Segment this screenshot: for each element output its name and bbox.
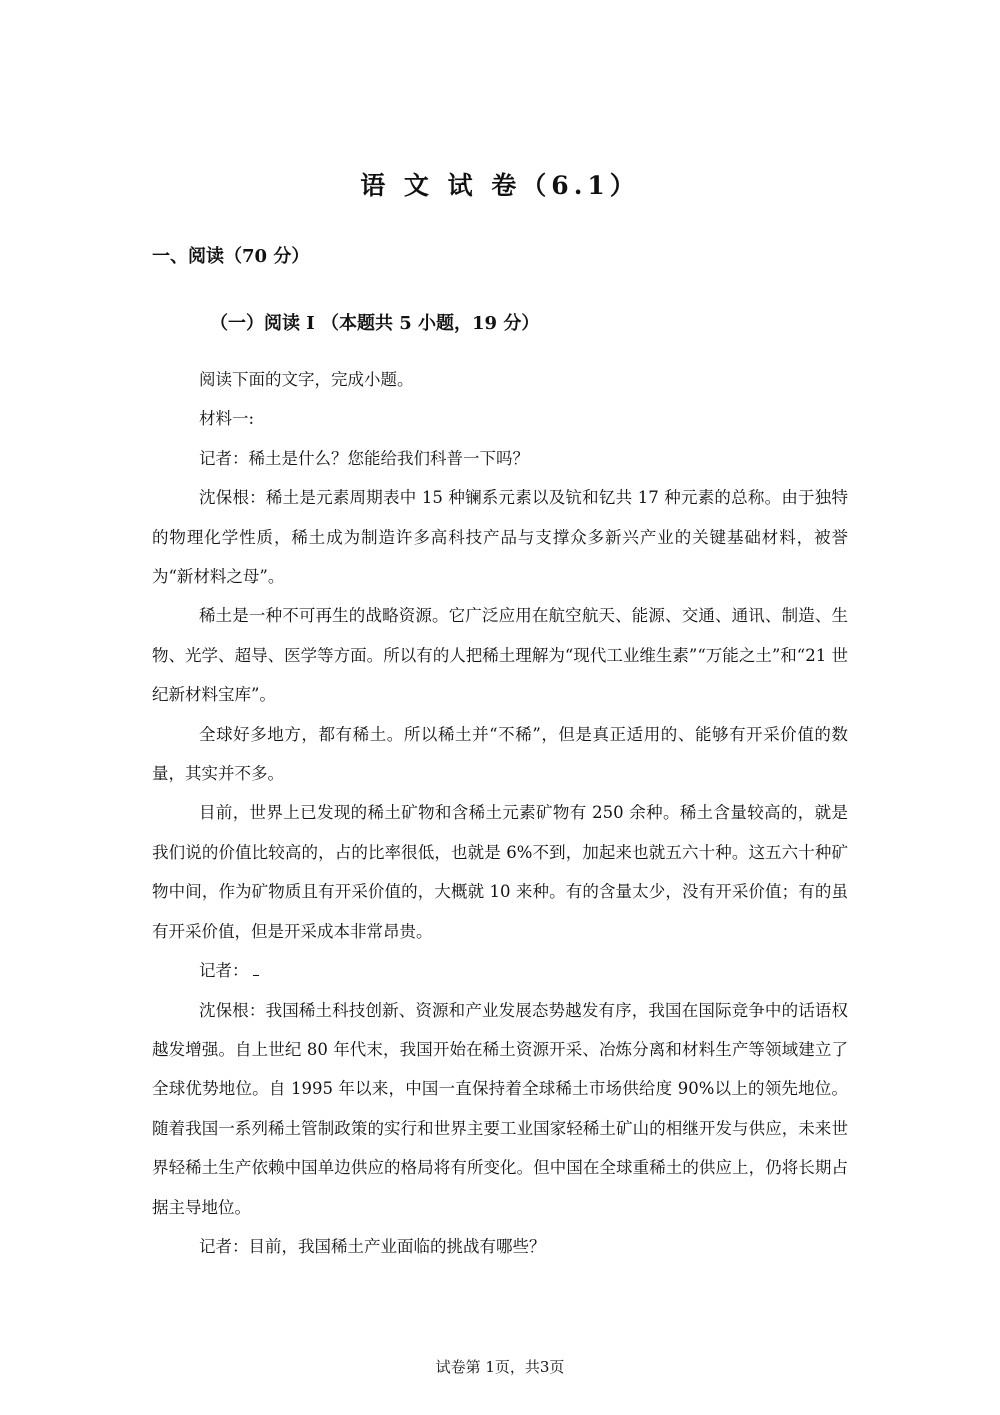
material-label: 材料一: (199, 409, 255, 429)
interview-answer: 沈保根：我国稀土科技创新、资源和产业发展态势越发有序，我国在国际竞争中的话语权越发增强。自上世纪 80 年代末，我国开始在稀土资源开采、冶炼分离和材料生产等领域建立了全球优势地位。自 1995 年以来，中国一直保持着全球稀土市场供给度 90%以上的领先地位。随着我国一系列稀土管制政策的实行和世界主要工业国家轻稀土矿山的相继开发与供应，未来世界轻稀土生产依赖中国单边供应的格局将有所变化。但中国在全球重稀土的供应上，仍将长期占据主导地位。 (152, 1000, 848, 1217)
passage-paragraph: 目前，世界上已发现的稀土矿物和含稀土元素矿物有 250 余种。稀土含量较高的，就是我们说的价值比较高的，占的比率很低，也就是 6%不到，加起来也就五六十种。这五六十种矿物中间，作为矿物质且有开采价值的，大概就 10 来种。有的含量太少，没有开采价值；有的虽有开采价值，但是开采成本非常昂贵。 (152, 803, 848, 941)
interview-question: 记者：目前，我国稀土产业面临的挑战有哪些？ (199, 1236, 546, 1256)
page-footer: 试卷第 1页，共3页 (435, 1358, 565, 1376)
passage-paragraph: 全球好多地方，都有稀土。所以稀土并“不稀”，但是真正适用的、能够有开采价值的数量，其实并不多。 (152, 724, 848, 784)
question-speaker: 记者： (199, 961, 249, 981)
interview-question: 记者：稀土是什么？您能给我们科普一下吗？ (199, 448, 529, 468)
passage-paragraph: 稀土是一种不可再生的战略资源。它广泛应用在航空航天、能源、交通、通讯、制造、生物、光学、超导、医学等方面。所以有的人把稀土理解为“现代工业维生素”“万能之土”和“21 世纪新材料宝库”。 (152, 606, 848, 705)
section-heading: 一、阅读（70 分） (152, 246, 310, 267)
sub-heading: （一）阅读 I （本题共 5 小题，19 分） (210, 313, 540, 334)
instruction-paragraph: 阅读下面的文字，完成小题。 (199, 370, 414, 389)
page-title: 语 文 试 卷（6.1） (360, 171, 640, 200)
interview-answer: 沈保根：稀土是元素周期表中 15 种镧系元素以及钪和钇共 17 种元素的总称。由于独特的物理化学性质，稀土成为制造许多高科技产品与支撑众多新兴产业的关键基础材料，被誉为“新材料之母”。 (152, 488, 848, 587)
fill-in-blank (253, 961, 259, 976)
interview-question-blank (152, 951, 848, 990)
reading-passage (152, 360, 848, 1266)
